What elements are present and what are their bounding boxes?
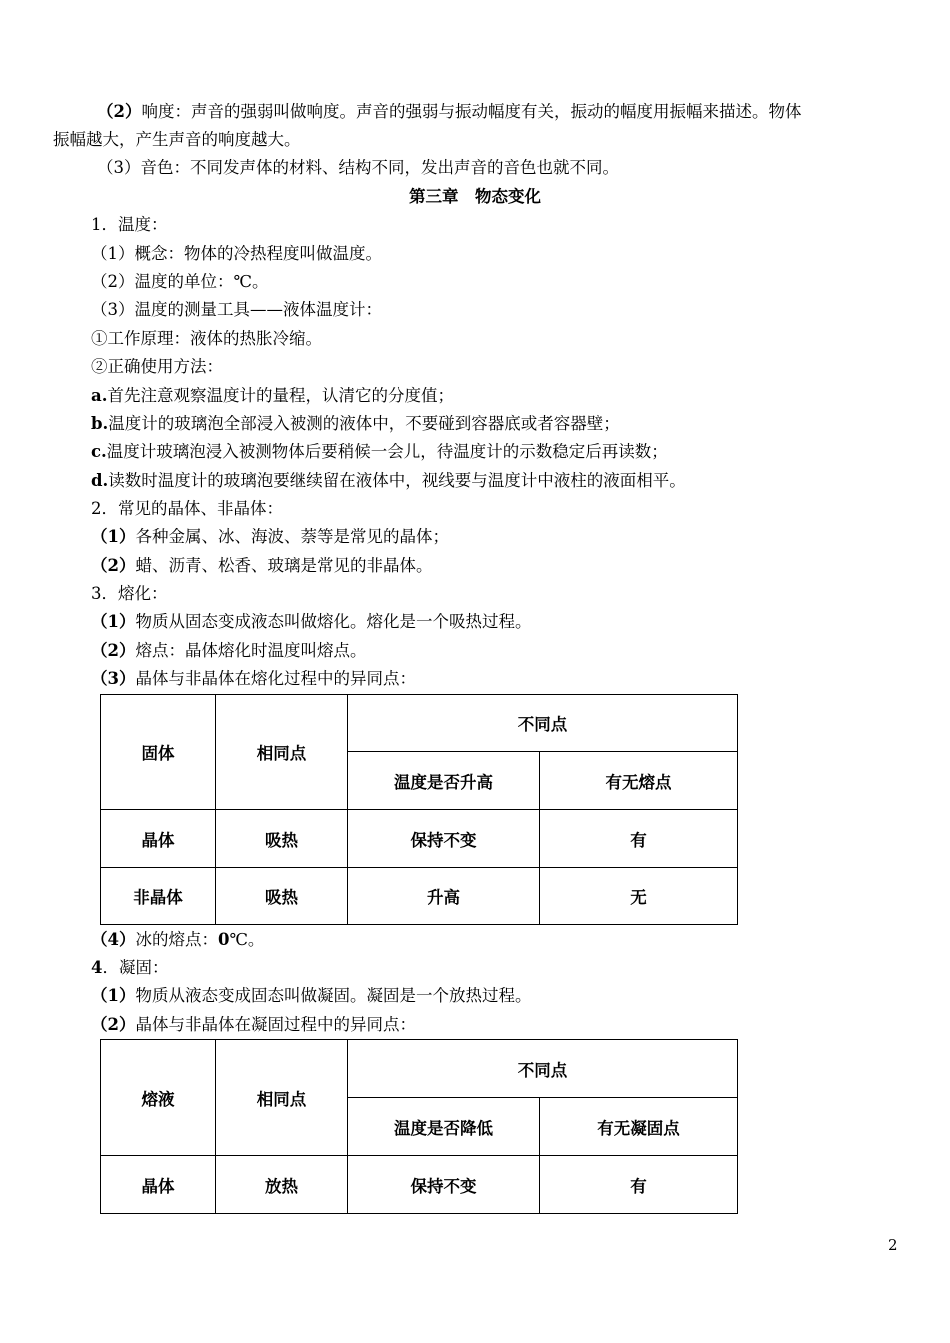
item-text: 蜡、沥青、松香、玻璃是常见的非晶体。 — [135, 556, 433, 575]
item-text: 晶体与非晶体在熔化过程中的异同点： — [135, 669, 416, 688]
subheader-temperature-rise: 温度是否升高 — [348, 752, 540, 810]
step-a — [91, 386, 454, 406]
item-number: （3） — [91, 669, 136, 688]
section-crystals: 2．常见的晶体、非晶体： — [91, 499, 283, 518]
subheader-melting-point: 有无熔点 — [540, 752, 738, 810]
item-text: 熔点：晶体熔化时温度叫熔点。 — [135, 641, 367, 660]
crystals-list — [91, 527, 449, 547]
paragraph-loudness-cont: 振幅越大，产生声音的响度越大。 — [53, 130, 301, 149]
table-cell: 保持不变 — [348, 810, 540, 868]
usage-method: ②正确使用方法： — [91, 357, 223, 376]
item-text: 各种金属、冰、海波、萘等是常见的晶体； — [135, 527, 449, 546]
header-melt: 熔液 — [101, 1040, 216, 1156]
ice-melting-value: 0 — [217, 930, 230, 949]
section-melting: 3．熔化： — [91, 584, 168, 603]
step-text: 温度计的玻璃泡全部浸入被测的液体中，不要碰到容器底或者容器壁； — [108, 414, 620, 433]
step-text: 温度计玻璃泡浸入被测物体后要稍候一会儿，待温度计的示数稳定后再读数； — [106, 442, 668, 461]
header-similarity: 相同点 — [216, 695, 348, 810]
header-solid: 固体 — [101, 695, 216, 810]
section-freezing — [91, 958, 168, 978]
table-row — [101, 810, 738, 868]
item-text: 晶体与非晶体在凝固过程中的异同点： — [135, 1015, 416, 1034]
paragraph-timbre: （3）音色：不同发声体的材料、结构不同，发出声音的音色也就不同。 — [97, 158, 619, 177]
temperature-unit: （2）温度的单位：℃。 — [91, 272, 269, 291]
paragraph-loudness — [97, 102, 801, 122]
section-temperature: 1．温度： — [91, 215, 168, 234]
item-text: 冰的熔点： — [135, 930, 218, 949]
header-similarity: 相同点 — [216, 1040, 348, 1156]
item-number: （2） — [91, 641, 136, 660]
page-number: 2 — [888, 1236, 898, 1254]
table-cell: 放热 — [216, 1156, 348, 1214]
section-number: 4 — [91, 958, 103, 977]
step-label: c. — [91, 442, 107, 461]
table-cell: 无 — [540, 868, 738, 925]
table-cell: 升高 — [348, 868, 540, 925]
table-cell: 有 — [540, 810, 738, 868]
table-cell: 非晶体 — [101, 868, 216, 925]
step-label: d. — [91, 471, 109, 490]
table-row — [101, 868, 738, 925]
paragraph-text: 响度：声音的强弱叫做响度。声音的强弱与振动幅度有关，振动的幅度用振幅来描述。物体 — [141, 102, 802, 121]
item-number: （2） — [97, 102, 142, 121]
step-label: b. — [91, 414, 109, 433]
item-text: 物质从液态变成固态叫做凝固。凝固是一个放热过程。 — [135, 986, 532, 1005]
table-cell: 吸热 — [216, 810, 348, 868]
section-text: ．凝固： — [102, 958, 169, 977]
step-text: 读数时温度计的玻璃泡要继续留在液体中，视线要与温度计中液柱的液面相平。 — [108, 471, 686, 490]
chapter-title: 第三章 物态变化 — [409, 187, 541, 206]
item-text: 物质从固态变成液态叫做熔化。熔化是一个吸热过程。 — [135, 612, 532, 631]
step-text: 首先注意观察温度计的量程，认清它的分度值； — [107, 386, 454, 405]
step-d — [91, 471, 686, 491]
item-number: （2） — [91, 556, 136, 575]
freezing-comparison-intro — [91, 1015, 416, 1035]
temperature-tool: （3）温度的测量工具——液体温度计： — [91, 300, 382, 319]
ice-melting-point — [91, 930, 264, 950]
item-number: （4） — [91, 930, 136, 949]
item-text: ℃。 — [229, 930, 265, 949]
item-number: （1） — [91, 612, 136, 631]
subheader-freezing-point: 有无凝固点 — [540, 1098, 738, 1156]
header-difference: 不同点 — [348, 695, 738, 752]
header-difference: 不同点 — [348, 1040, 738, 1098]
melting-comparison-intro — [91, 669, 416, 689]
freezing-table — [100, 1039, 738, 1214]
table-cell: 保持不变 — [348, 1156, 540, 1214]
table-cell: 晶体 — [101, 1156, 216, 1214]
melting-point — [91, 641, 366, 661]
table-cell: 晶体 — [101, 810, 216, 868]
subheader-temperature-drop: 温度是否降低 — [348, 1098, 540, 1156]
working-principle: ①工作原理：液体的热胀冷缩。 — [91, 329, 322, 348]
item-number: （1） — [91, 986, 136, 1005]
item-number: （2） — [91, 1015, 136, 1034]
table-row — [101, 1156, 738, 1214]
step-c — [91, 442, 668, 462]
table-cell: 有 — [540, 1156, 738, 1214]
step-b — [91, 414, 620, 434]
table-cell: 吸热 — [216, 868, 348, 925]
step-label: a. — [91, 386, 108, 405]
melting-table — [100, 694, 738, 925]
item-number: （1） — [91, 527, 136, 546]
noncrystals-list — [91, 556, 432, 576]
melting-definition — [91, 612, 531, 632]
freezing-definition — [91, 986, 531, 1006]
temperature-concept: （1）概念：物体的冷热程度叫做温度。 — [91, 244, 382, 263]
